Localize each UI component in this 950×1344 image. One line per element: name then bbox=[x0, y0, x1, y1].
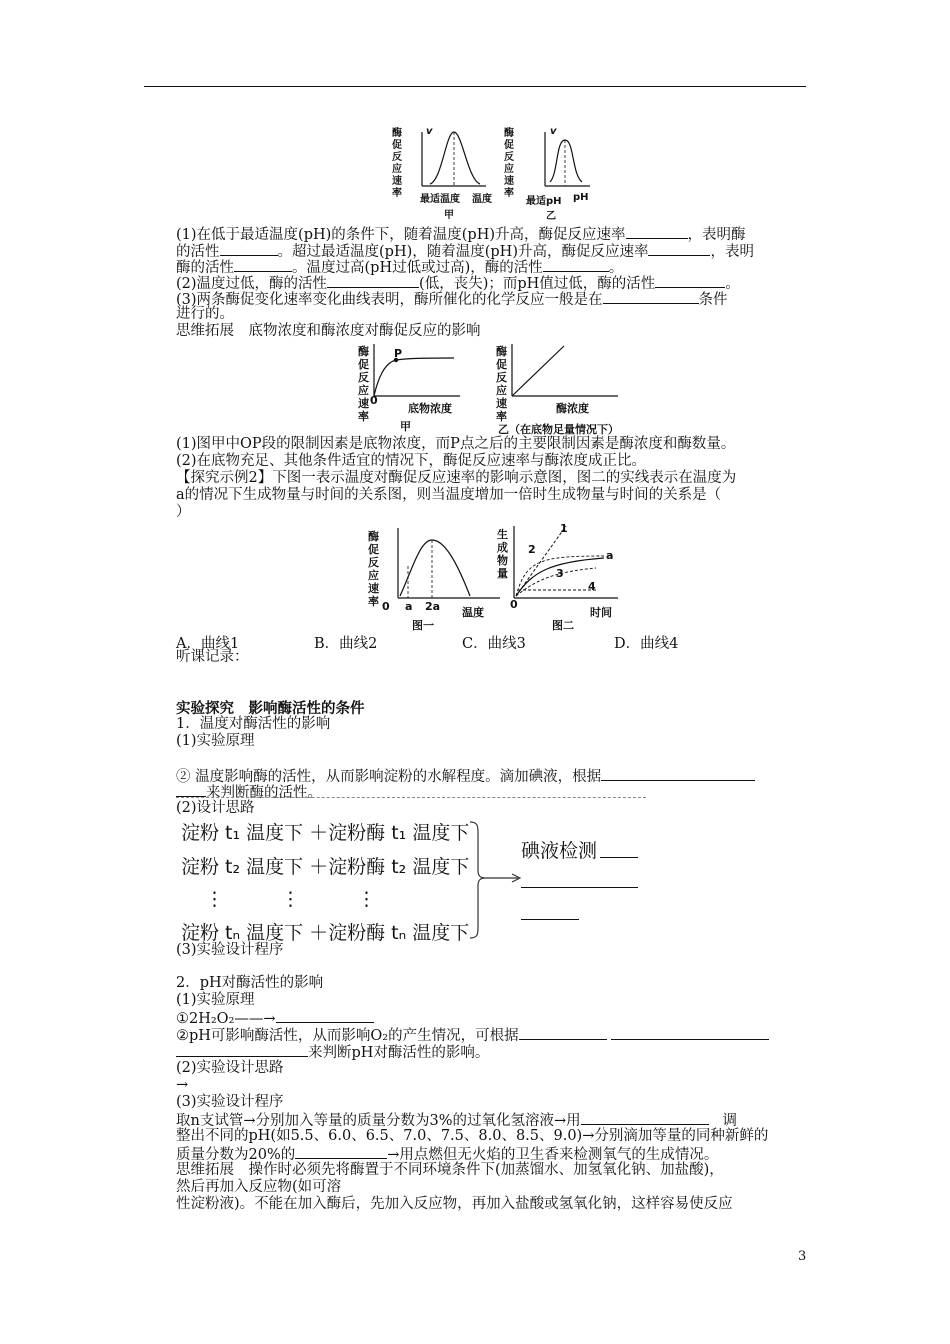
fig3-right-origin: 0 bbox=[510, 598, 518, 611]
s4-line6: 来判断pH对酶活性的影响。 bbox=[176, 1043, 810, 1062]
fig3-right-ca: a bbox=[606, 549, 614, 562]
s2-line2: (2)在底物充足、其他条件适宜的情况下，酶促反应速率与酶浓度成正比。 bbox=[176, 453, 647, 469]
s4-line14: 然后再加入反应物(如可溶 bbox=[176, 1179, 342, 1195]
flow-row-1: 淀粉 t₁ 温度下 ＋淀粉酶 t₁ 温度下 bbox=[181, 822, 470, 844]
flow-blank-1 bbox=[600, 857, 638, 858]
fig1-right-xaxis: pH bbox=[573, 192, 589, 203]
fig2-left-xaxis: 底物浓度 bbox=[408, 402, 452, 415]
s3-line3: ② 温度影响酶的活性，从而影响淀粉的水解程度。滴加碘液，根据 bbox=[176, 767, 810, 786]
fig2-left-origin: 0 bbox=[370, 394, 378, 407]
s4-line9: (3)实验设计程序 bbox=[176, 1094, 284, 1110]
s3-line5: (2)设计思路 bbox=[176, 800, 255, 816]
fig3-left-origin: 0 bbox=[382, 600, 390, 613]
fig1-left-xlabel: 最适温度 bbox=[420, 194, 460, 205]
header-rule bbox=[144, 86, 806, 87]
s4-line4: ①2H₂O₂——→ bbox=[176, 1009, 810, 1028]
fig1-right-v: v bbox=[550, 126, 557, 137]
s4-line2: 2．pH对酶活性的影响 bbox=[176, 975, 324, 991]
fig2-right-caption: 乙（在底物足量情况下） bbox=[498, 423, 619, 436]
fig1-left-yaxis: 酶促反应速率 bbox=[392, 128, 402, 199]
flow-row-4: 淀粉 tₙ 温度下 ＋淀粉酶 tₙ 温度下 bbox=[181, 922, 470, 944]
fig2-left-point: P bbox=[394, 347, 403, 360]
notes-label: 听课记录： bbox=[176, 649, 249, 665]
s4-line10: 取n支试管→分别加入等量的质量分数为3%的过氧化氢溶液→用 调 bbox=[176, 1113, 737, 1129]
fig2-right-xaxis: 酶浓度 bbox=[556, 402, 589, 415]
s4-line1: (3)实验设计程序 bbox=[176, 942, 284, 958]
flow-row-3: ⋮ ⋮ ⋮ bbox=[205, 888, 377, 910]
fig3-right-c4: 4 bbox=[588, 580, 596, 593]
fig3-right-yaxis: 生成物量 bbox=[497, 528, 508, 580]
fig3-left-caption: 图一 bbox=[412, 619, 434, 632]
fig1-right-yaxis: 酶促反应速率 bbox=[504, 128, 514, 199]
option-d[interactable]: D．曲线4 bbox=[614, 636, 679, 652]
s2-line5: ） bbox=[176, 504, 191, 520]
fig1-right-xlabel: 最适pH bbox=[526, 196, 562, 207]
flow-row-2: 淀粉 t₂ 温度下 ＋淀粉酶 t₂ 温度下 bbox=[181, 856, 470, 878]
s4-line7: (2)实验设计思路 bbox=[176, 1060, 284, 1076]
option-c[interactable]: C．曲线3 bbox=[462, 636, 526, 652]
fig3-left-xaxis: 温度 bbox=[462, 606, 484, 619]
fig2-right-yaxis: 酶促反应速率 bbox=[496, 345, 507, 423]
flow-brace-arrow bbox=[466, 818, 526, 942]
s4-line8: → bbox=[176, 1077, 189, 1093]
fig1-left-v: v bbox=[426, 126, 433, 137]
s1-line3: 酶的活性 。温度过高(pH过低或过高)，酶的活性 。 bbox=[176, 260, 624, 276]
s1-line1: (1)在低于最适温度(pH)的条件下，随着温度(pH)升高，酶促反应速率 ，表明酶 bbox=[176, 227, 746, 243]
s4-line3: (1)实验原理 bbox=[176, 992, 255, 1008]
s4-line15: 性淀粉液)。不能在加入酶后，先加入反应物，再加入盐酸或氢氧化钠，这样容易使反应 bbox=[176, 1196, 733, 1212]
fig2-left-yaxis: 酶促反应速率 bbox=[358, 345, 369, 423]
fig3-left-tick-a: a bbox=[405, 600, 413, 613]
s4-line5: ②pH可影响酶活性，从而影响O₂的产生情况，可根据 bbox=[176, 1026, 810, 1045]
figure-example2 bbox=[360, 520, 620, 630]
fig3-right-c2: 2 bbox=[528, 543, 536, 556]
s3-line1: 1．温度对酶活性的影响 bbox=[176, 716, 331, 732]
fig3-right-c1: 1 bbox=[560, 522, 568, 535]
fig2-left-caption: 甲 bbox=[400, 420, 411, 433]
fig3-left-tick-2a: 2a bbox=[425, 600, 441, 613]
option-b[interactable]: B．曲线2 bbox=[314, 636, 378, 652]
flow-blank-2 bbox=[521, 887, 638, 888]
flow-right-label: 碘液检测 bbox=[521, 840, 598, 862]
fig1-left-xaxis: 温度 bbox=[472, 194, 492, 205]
fig3-right-c3: 3 bbox=[556, 567, 564, 580]
s1-line5: (3)两条酶促变化速率变化曲线表明，酶所催化的化学反应一般是在 条件 bbox=[176, 292, 728, 308]
fig1-right-caption: 乙 bbox=[546, 211, 556, 222]
s3-line4: 来判断酶的活性。 bbox=[176, 783, 810, 802]
s4-line11: 整出不同的pH(如5.5、6.0、6.5、7.0、7.5、8.0、8.5、9.0)→分别滴加等量的同种新鲜的 bbox=[176, 1128, 769, 1144]
flow-blank-3 bbox=[521, 919, 579, 920]
s3-title: 实验探究 影响酶活性的条件 bbox=[176, 700, 365, 717]
s2-line1: (1)图甲中OP段的限制因素是底物浓度，而P点之后的主要限制因素是酶浓度和酶数量。 bbox=[176, 436, 736, 452]
s4-line13: 思维拓展 操作时必须先将酶置于不同环境条件下(加蒸馏水、加氢氧化钠、加盐酸)， bbox=[176, 1162, 724, 1178]
page-number: 3 bbox=[798, 1249, 807, 1264]
fig3-left-yaxis: 酶促反应速率 bbox=[368, 530, 379, 608]
dashed-rule bbox=[176, 797, 646, 798]
fig3-right-caption: 图二 bbox=[552, 619, 574, 632]
s1-line4: (2)温度过低，酶的活性 (低，丧失)；而pH值过低，酶的活性 。 bbox=[176, 276, 740, 292]
s4-line12: 质量分数为20%的 →用点燃但无火焰的卫生香来检测氧气的生成情况。 bbox=[176, 1147, 719, 1163]
option-a[interactable]: A．曲线1 bbox=[176, 636, 240, 652]
s1-line6: 进行的。 bbox=[176, 306, 234, 322]
fig1-left-caption: 甲 bbox=[444, 210, 454, 221]
s1-line7: 思维拓展 底物浓度和酶浓度对酶促反应的影响 bbox=[176, 323, 481, 339]
s1-line2: 的活性 。超过最适温度(pH)，随着温度(pH)升高，酶促反应速率 ，表明 bbox=[176, 244, 754, 260]
s3-line2: (1)实验原理 bbox=[176, 733, 255, 749]
s2-line4: a的情况下生成物量与时间的关系图，则当温度增加一倍时生成物量与时间的关系是（ bbox=[176, 487, 722, 503]
s2-line3: 【探究示例2】下图一表示温度对酶促反应速率的影响示意图，图二的实线表示在温度为 bbox=[176, 470, 737, 486]
fig3-right-xaxis: 时间 bbox=[590, 606, 612, 619]
